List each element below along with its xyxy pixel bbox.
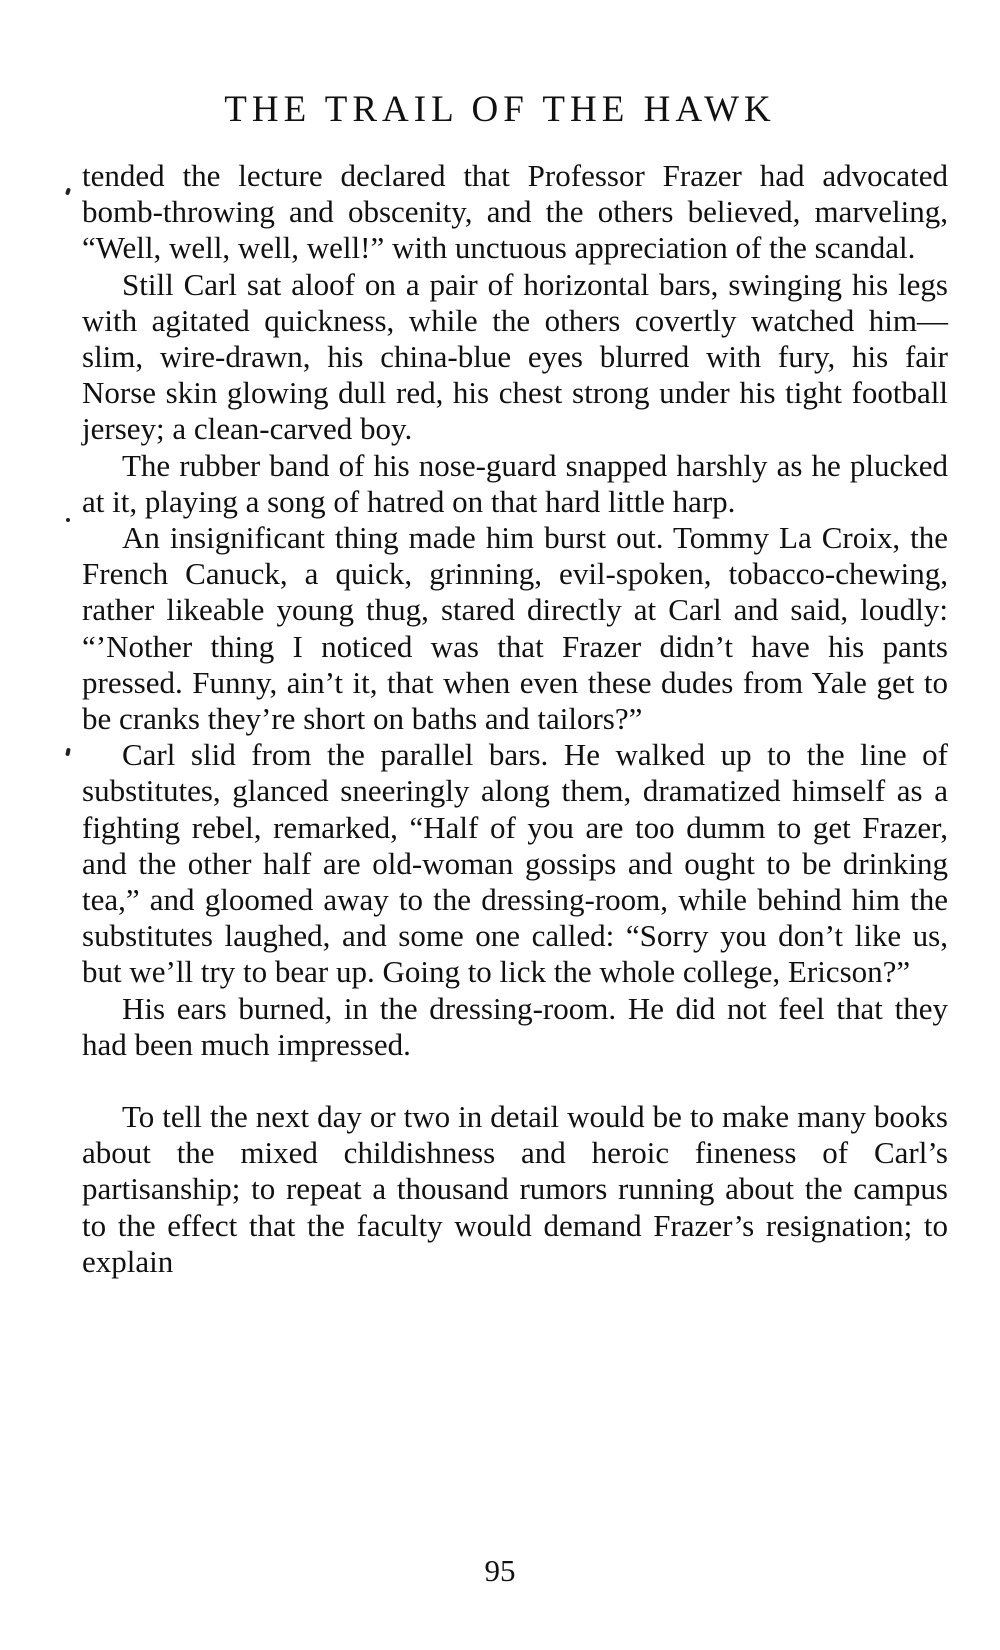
paragraph: The rubber band of his nose-guard snapped harshly as he plucked at it, playing a song of hatred on that hard little harp. (82, 447, 948, 519)
paragraph: His ears burned, in the dressing-room. He did not feel that they had been much impressed. (82, 990, 948, 1062)
paragraph-continued: tended the lecture declared that Professor Frazer had advocated bomb-throwing and obscenity, and the others believed, marveling, “Well, well, well, well!” with unctuous appreciation of the scandal. (82, 158, 948, 266)
margin-speck (65, 748, 71, 757)
page-number: 95 (484, 1553, 516, 1588)
body-text (82, 158, 948, 1280)
margin-speck (65, 188, 71, 196)
paragraph: Carl slid from the parallel bars. He walked up to the line of substitutes, glanced sneeringly along them, dramatized himself as a fighting rebel, remarked, “Half of you are too dumm to get Frazer, and the other half are old-woman gossips and ought to be drinking tea,” and gloomed away to the dressing-room, while behind him the substitutes laughed, and some one called: “Sorry you don’t like us, but we’ll try to bear up. Going to lick the whole college, Ericson?” (82, 737, 948, 990)
margin-speck (66, 518, 70, 522)
paragraph-section-start: To tell the next day or two in detail would be to make many books about the mixed childishness and heroic fineness of Carl’s partisanship; to repeat a thousand rumors running about the campus to the effect that the faculty would demand Frazer’s resignation; to explain (82, 1099, 948, 1279)
paragraph: Still Carl sat aloof on a pair of horizontal bars, swinging his legs with agitated quickness, while the others covertly watched him—slim, wire-drawn, his china-blue eyes blurred with fury, his fair Norse skin glowing dull red, his chest strong under his tight football jersey; a clean-carved boy. (82, 266, 948, 447)
running-head: THE TRAIL OF THE HAWK (224, 89, 776, 130)
paragraph: An insignificant thing made him burst out. Tommy La Croix, the French Canuck, a quick, grinning, evil-spoken, tobacco-chewing, rather likeable young thug, stared directly at Carl and said, loudly: “’Nother thing I noticed was that Frazer didn’t have his pants pressed. Funny, ain’t it, that when even these dudes from Yale get to be cranks they’re short on baths and tailors?” (82, 520, 948, 737)
